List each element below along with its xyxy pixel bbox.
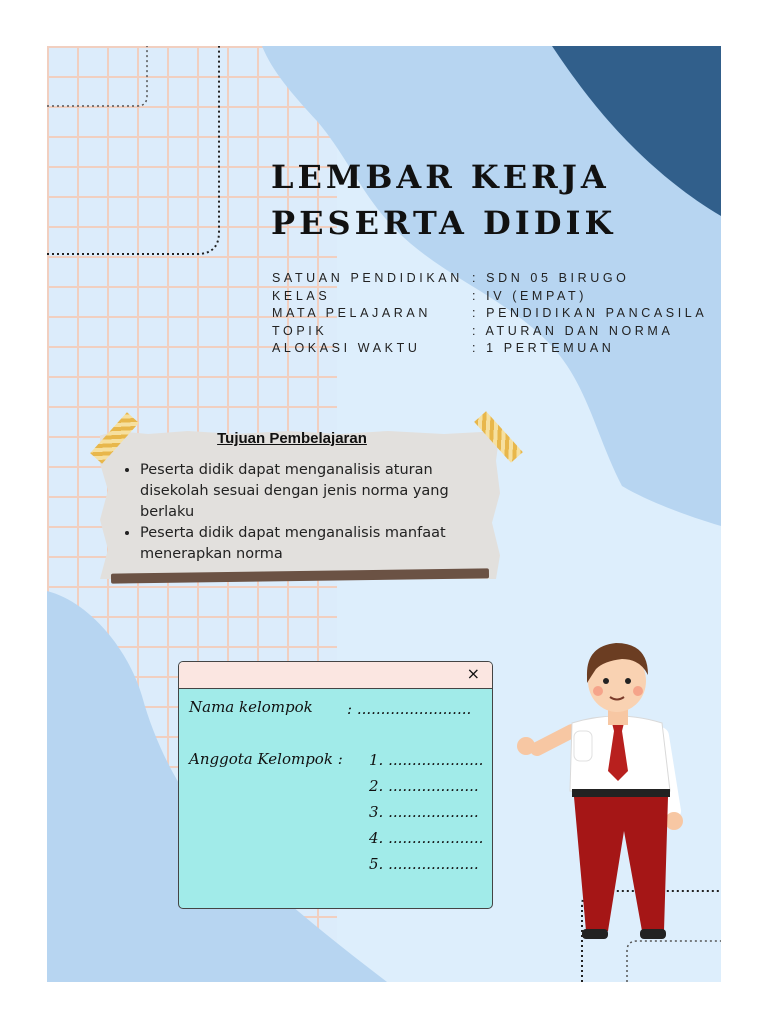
learning-goal-item: • Peserta didik dapat menganalisis manfaat menerapkan norma <box>140 523 480 565</box>
member-field-1[interactable]: 1. .................... <box>369 751 484 769</box>
member-field-2[interactable]: 2. ................... <box>369 777 479 795</box>
title-line-1: LEMBAR KERJA <box>271 158 610 196</box>
dotted-frame-top-left-outer <box>47 46 219 254</box>
dotted-frame-top-left <box>47 46 147 106</box>
group-name-field[interactable]: : ........................ <box>347 700 472 718</box>
title-line-2: PESERTA DIDIK <box>271 204 617 242</box>
learning-goals-heading: Tujuan Pembelajaran <box>217 430 367 447</box>
info-row <box>272 340 721 358</box>
info-row <box>272 288 721 306</box>
school-info <box>272 270 721 358</box>
member-field-4[interactable]: 4. .................... <box>369 829 484 847</box>
info-label: ALOKASI WAKTU <box>272 341 421 355</box>
info-value: : PENDIDIKAN PANCASILA <box>472 306 708 320</box>
learning-goals-list <box>120 460 480 565</box>
group-members-label: Anggota Kelompok : <box>189 750 343 768</box>
member-field-5[interactable]: 5. ................... <box>369 855 479 873</box>
info-value: : IV (EMPAT) <box>472 288 587 303</box>
member-field-3[interactable]: 3. ................... <box>369 803 479 821</box>
worksheet-page <box>47 46 721 982</box>
group-name-label: Nama kelompok <box>189 698 313 716</box>
student-illustration <box>512 631 692 951</box>
info-label: TOPIK <box>272 323 328 338</box>
info-value: : ATURAN DAN NORMA <box>472 323 674 338</box>
info-row <box>272 323 721 341</box>
info-label: KELAS <box>272 288 331 303</box>
page-title <box>271 154 616 246</box>
learning-goal-item: • Peserta didik dapat menganalisis aturan disekolah sesuai dengan jenis norma yang berlaku <box>140 460 480 523</box>
close-icon[interactable]: × <box>466 664 480 683</box>
group-info-window <box>178 661 493 909</box>
info-label: MATA PELAJARAN <box>272 306 431 320</box>
info-value: : SDN 05 BIRUGO <box>472 271 630 285</box>
info-row <box>272 270 721 288</box>
info-row <box>272 305 721 323</box>
info-label: SATUAN PENDIDIKAN <box>272 271 463 285</box>
window-title-bar <box>179 662 492 689</box>
info-value: : 1 PERTEMUAN <box>472 341 615 355</box>
